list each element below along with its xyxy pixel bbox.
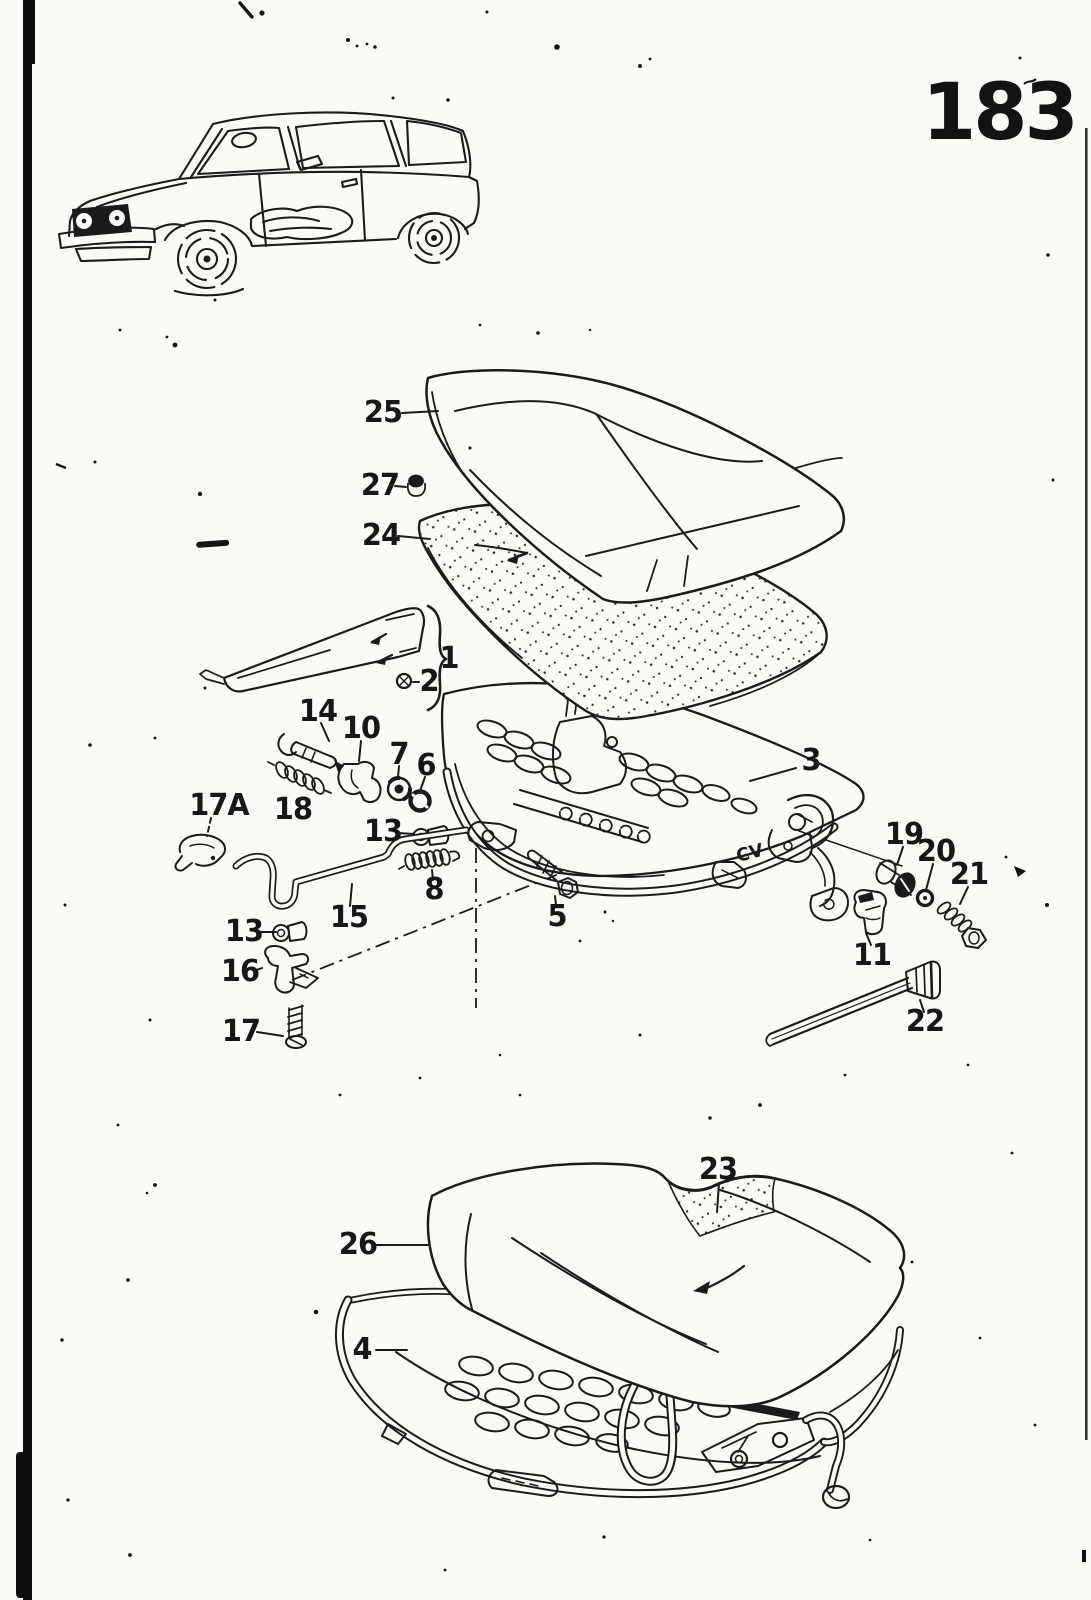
callout-21: 21 [949,857,989,892]
callout-16: 16 [220,954,260,989]
page-number: 183 [922,68,1076,158]
callout-13-upper: 13 [363,814,403,849]
callout-1: 1 [439,641,459,676]
callout-2: 2 [419,664,439,699]
callout-14: 14 [298,694,338,729]
callout-13-lower: 13 [224,914,264,949]
frame-marking-text: CV [734,839,766,867]
clip-11-drawing [854,890,886,934]
callout-17A: 17A [189,788,249,823]
callout-15: 15 [329,900,369,935]
callout-17: 17 [221,1014,261,1049]
nut-27-drawing [408,476,425,497]
callout-6: 6 [416,748,436,783]
callout-3: 3 [801,743,821,778]
handle-17a-drawing [175,835,225,871]
nut-2-drawing [397,674,411,688]
callout-8: 8 [424,872,444,907]
callout-23: 23 [698,1152,738,1187]
screw-17-drawing [286,1005,306,1048]
callout-5: 5 [547,899,567,934]
callout-22: 22 [905,1004,945,1039]
callout-4: 4 [352,1332,372,1367]
car-illustration [59,113,479,296]
clip-16-drawing [265,946,318,993]
callout-11: 11 [852,938,892,973]
callout-19: 19 [884,817,924,852]
callout-18: 18 [273,792,313,827]
callout-7: 7 [389,737,409,772]
seat-frame-drawing [442,683,902,934]
callout-27: 27 [360,468,400,503]
callout-20: 20 [916,834,956,869]
callout-10: 10 [341,711,381,746]
callout-26: 26 [338,1227,378,1262]
callout-25: 25 [363,395,403,430]
callout-24: 24 [361,518,401,553]
highlighted-seat-in-door [251,207,352,239]
